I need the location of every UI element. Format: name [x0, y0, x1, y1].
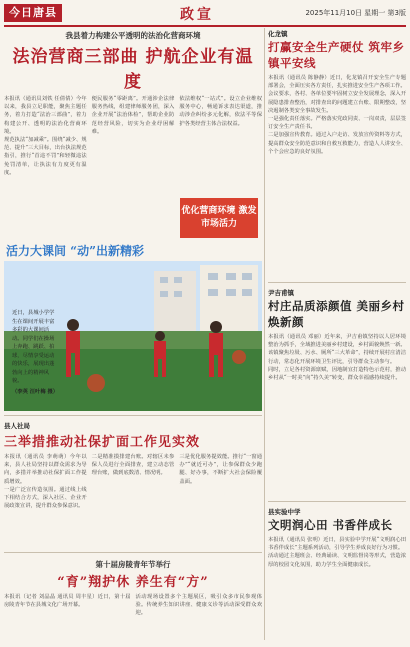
- article2-paragraph: 三是优化服务提效能。推行“一窗通办”“就近可办”，让参保群众少跑腿、好办事，不断扩大社会保险覆盖面。: [179, 454, 262, 485]
- article-school: [268, 506, 406, 631]
- right1-paragraph: 一是强化责任落实。严格落实党政同责、一岗双责，层层签订安全生产责任书。: [268, 116, 406, 131]
- lead-article: [4, 30, 262, 242]
- article2-body: [4, 453, 262, 510]
- article-safety: [268, 28, 406, 278]
- right1-paragraph: 会议要求，各村、各单位要牢固树立安全发展理念，深入开展隐患排查整治，对排查出的问题建立台账、限期整改，坚决遏制各类安全事故发生。: [268, 91, 406, 114]
- right1-paragraph: 二是加强宣传教育。通过入户走访、发放宣传资料等方式，提高群众安全防范意识和自救互救能力，营造人人讲安全、个个会应急的良好氛围。: [268, 132, 406, 155]
- date-line: 2025年11月10日 星期一 第3版: [305, 9, 406, 17]
- divider: [4, 415, 262, 416]
- right3-headline: 文明润心田 书香伴成长: [268, 518, 393, 532]
- masthead: [4, 3, 406, 27]
- article3-paragraph: 活动现场设置多个主题展区，吸引众多市民参观体验。传统养生知识讲座、健康义诊等活动深受群众欢迎。: [135, 594, 262, 617]
- article3-body: [4, 593, 262, 618]
- photo-credit: （李英 汪叶梅 摄）: [12, 388, 59, 395]
- lead-headline: 法治营商三部曲 护航企业有温度: [12, 47, 254, 92]
- newspaper-logo: 今日唐县: [4, 4, 62, 22]
- article-youth-festival: [4, 557, 262, 637]
- lead-kicker: 我县着力构建公平透明的法治化营商环境: [65, 31, 201, 40]
- banner-text: 优化营商环境 激发市场活力: [181, 206, 257, 229]
- right1-headline: 打赢安全生产硬仗 筑牢乡镇平安线: [268, 40, 405, 70]
- article3-headline: “育”翔护休 养生有“方”: [57, 575, 209, 590]
- photo-caption: 近日，县城小学学生在课间开展丰富多彩的大课间活动。同学们在操场上奔跑、跳跃、拍球，尽情享受运动的快乐，展现出蓬勃向上的精神风貌。: [12, 310, 55, 384]
- article3-paragraph: 本报讯（记者 刘晶晶 通讯员 周丰星）近日，第十届房陵青年节在县城文化广场开幕。: [4, 594, 131, 609]
- right-column: [268, 28, 406, 631]
- article-village: [268, 287, 406, 497]
- right1-kicker: 化龙镇: [268, 30, 288, 38]
- right2-kicker: 尹吉甫镇: [268, 289, 294, 297]
- right2-headline: 村庄品质添颜值 美丽乡村焕新颜: [268, 299, 405, 329]
- photo-feature: [4, 261, 262, 411]
- lead-paragraph: 本报讯（通讯员刘铁 任倩倩）今年以来，我县立足职能，聚焦主题任务，着力打造“法治三部曲”，着力构建公开、透明的法治化营商环境。: [4, 96, 87, 135]
- lead-paragraph: 便民服务“零距离”。开通涉企法律服务热线，组建律师服务团，深入企业开展“法治体检”，帮助企业防范经营风险，切实为企业纾困解难。: [91, 96, 175, 135]
- photo-caption-box: [12, 309, 59, 396]
- right1-paragraph: 本报讯（通讯员 陈静静）近日，化龙镇召开安全生产专题部署会，全面压实各方责任，扎实推进安全生产各项工作。: [268, 75, 406, 90]
- divider: [268, 501, 406, 502]
- lead-paragraph: 规范执法“加减乘”。围绕“减少、规范、提升”三大目标，出台执法规范指引，推行“首违不罚”和轻微违法免罚清单，让执法有力度更有温度。: [4, 137, 87, 176]
- article2-paragraph: 一是广泛宣传造氛围。通过线上线下相结合方式，深入社区、企业开展政策宣讲，提升群众参保意识。: [4, 486, 87, 510]
- article2-paragraph: 本报讯（通讯员 李萌萌）今年以来，县人社局坚持以群众需求为导向，多措并举推动社保扩面工作提质增效。: [4, 454, 87, 485]
- lead-body: [4, 95, 262, 177]
- left-column: [4, 28, 262, 637]
- right3-kicker: 县实验中学: [268, 508, 301, 516]
- article-social-security: [4, 420, 262, 548]
- right3-paragraph: 活动通过主题班会、经典诵读、文明监督岗等形式，营造浓厚的校园文化氛围，助力学生全面健康成长。: [268, 553, 406, 568]
- lead-banner: [180, 198, 258, 238]
- photo-title: 活力大课间 “动”出新精彩: [6, 244, 144, 258]
- section-title: 政宣: [180, 7, 214, 23]
- right3-paragraph: 本报讯（通讯员 张明）近日，县实验中学开展“文明润心田 书香伴成长”主题系列活动，引导学生养成良好行为习惯。: [268, 537, 406, 552]
- divider: [268, 282, 406, 283]
- article2-paragraph: 二是精准摸排建台账。对辖区未参保人员进行全面排查，建立动态管理台账，做到底数清、情况明。: [91, 454, 175, 477]
- right2-paragraph: 本报讯（通讯员 邓丽）近年来，尹吉甫镇坚持以人居环境整治为抓手，全域推进美丽乡村建设，乡村面貌焕然一新。: [268, 334, 406, 349]
- column-divider: [264, 28, 265, 640]
- article2-headline: 三举措推动社保扩面工作见实效: [4, 435, 201, 450]
- article3-kicker: 第十届房陵青年节举行: [95, 560, 171, 569]
- lead-paragraph: 依法维权“一站式”。设立企业维权服务中心，畅通诉求表达渠道，推动涉企纠纷多元化解，依法平等保护各类经营主体合法权益。: [179, 96, 263, 127]
- right2-paragraph: 同时，立足各村资源禀赋，因地制宜打造特色示范村，推动乡村从“一时美”向“持久美”转变，群众幸福感持续提升。: [268, 366, 406, 382]
- right2-paragraph: 该镇聚焦垃圾、污水、厕所“三大革命”，持续开展村庄清洁行动，常态化开展环境卫生评比，引导群众主动参与。: [268, 350, 406, 365]
- article2-kicker: 县人社局: [4, 422, 30, 430]
- divider: [4, 552, 262, 553]
